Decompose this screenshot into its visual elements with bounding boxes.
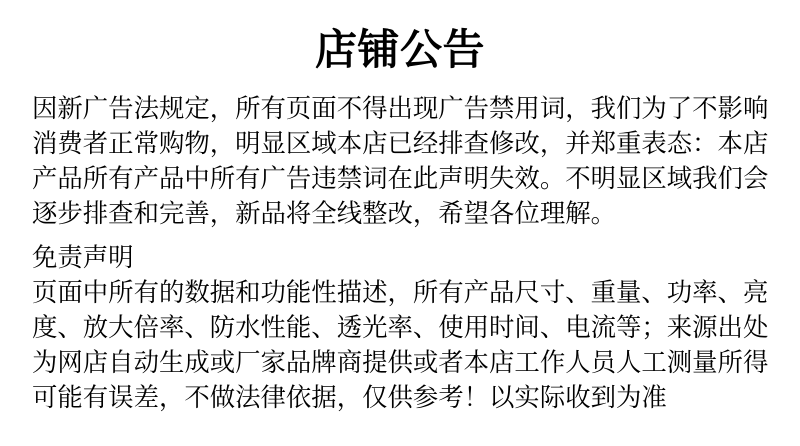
disclaimer-line: 可能有误差，不做法律依据，仅供参考！以实际收到为准 <box>32 384 667 412</box>
announcement-line: 逐步排查和完善，新品将全线整改，希望各位理解。 <box>32 200 616 228</box>
announcement-content <box>32 92 772 416</box>
disclaimer-section <box>32 241 772 416</box>
announcement-line: 产品所有产品中所有广告违禁词在此声明失效。不明显区域我们会 <box>32 165 769 193</box>
announcement-line: 消费者正常购物，明显区域本店已经排查修改，并郑重表态：本店 <box>32 130 769 158</box>
disclaimer-heading: 免责声明 <box>32 244 134 272</box>
disclaimer-line: 度、放大倍率、防水性能、透光率、使用时间、电流等；来源出处 <box>32 314 769 342</box>
disclaimer-line: 页面中所有的数据和功能性描述，所有产品尺寸、重量、功率、亮 <box>32 279 769 307</box>
page-title: 店铺公告 <box>314 26 485 73</box>
announcement-paragraph <box>32 92 772 232</box>
announcement-line: 因新广告法规定，所有页面不得出现广告禁用词，我们为了不影响 <box>32 95 769 123</box>
disclaimer-line: 为网店自动生成或厂家品牌商提供或者本店工作人员人工测量所得 <box>32 349 769 377</box>
